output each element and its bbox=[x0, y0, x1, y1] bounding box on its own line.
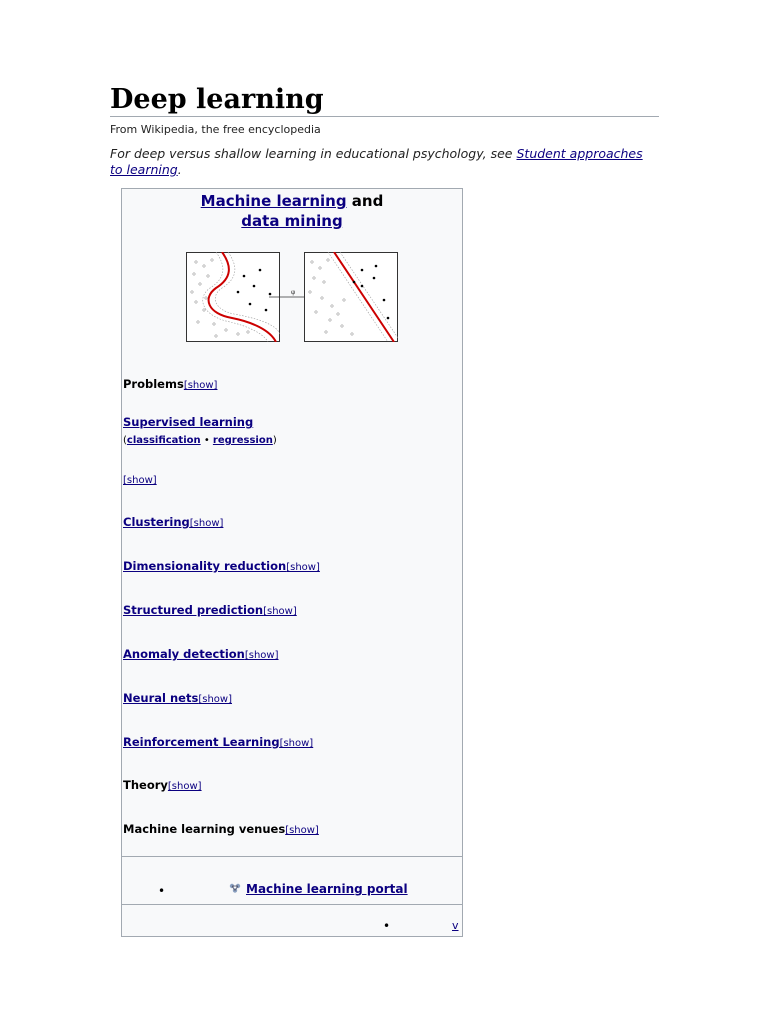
show-neural-button[interactable]: [show] bbox=[198, 694, 232, 705]
section-neural bbox=[123, 691, 232, 707]
show-reinforcement-button[interactable]: [show] bbox=[279, 738, 314, 749]
classification-link[interactable]: classification bbox=[126, 435, 201, 446]
infobox bbox=[121, 188, 463, 937]
machine-learning-link[interactable]: Machine learning bbox=[200, 192, 347, 210]
venues-label: Machine learning venues bbox=[123, 822, 286, 836]
linear-boundary-diagram bbox=[304, 252, 398, 342]
separator: • bbox=[200, 435, 213, 446]
view-template-link[interactable]: v bbox=[452, 919, 459, 932]
infobox-divider-1 bbox=[122, 856, 462, 857]
tagline: From Wikipedia, the free encyclopedia bbox=[110, 123, 321, 136]
show-structured-button[interactable]: [show] bbox=[263, 606, 297, 617]
portal-bullet: • bbox=[158, 884, 166, 898]
infobox-divider-2 bbox=[122, 904, 462, 905]
supervised-subtitle bbox=[123, 434, 277, 447]
show-venues-button[interactable]: [show] bbox=[285, 825, 319, 836]
regression-link[interactable]: regression bbox=[212, 435, 273, 446]
section-problems-label: Problems bbox=[123, 377, 184, 391]
hatnote-suffix: . bbox=[177, 162, 182, 177]
structured-prediction-link[interactable]: Structured prediction bbox=[123, 603, 264, 617]
show-anomaly-button[interactable]: [show] bbox=[244, 650, 279, 661]
clustering-link[interactable]: Clustering bbox=[123, 515, 190, 529]
section-venues bbox=[123, 822, 319, 838]
section-reinforcement bbox=[123, 735, 313, 751]
machine-learning-portal-link[interactable]: Machine learning portal bbox=[246, 882, 408, 896]
neural-nets-link[interactable]: Neural nets bbox=[123, 691, 199, 705]
show-supervised-button[interactable]: [show] bbox=[123, 475, 157, 486]
show-clustering-button[interactable]: [show] bbox=[189, 518, 224, 529]
portal-icon bbox=[228, 882, 242, 894]
portal-row bbox=[228, 882, 408, 896]
show-problems-button[interactable]: [show] bbox=[183, 380, 218, 391]
nonlinear-boundary-diagram bbox=[186, 252, 280, 342]
title-divider bbox=[110, 116, 659, 117]
theory-label: Theory bbox=[123, 778, 168, 792]
navbox-bullet: • bbox=[383, 919, 391, 933]
infobox-title-and: and bbox=[346, 192, 384, 210]
show-dimensionality-button[interactable]: [show] bbox=[286, 562, 320, 573]
paren-open: ( bbox=[123, 435, 127, 446]
section-structured bbox=[123, 603, 297, 619]
show-theory-button[interactable]: [show] bbox=[167, 781, 202, 792]
anomaly-detection-link[interactable]: Anomaly detection bbox=[123, 647, 245, 661]
section-dimensionality bbox=[123, 559, 320, 575]
dimensionality-reduction-link[interactable]: Dimensionality reduction bbox=[123, 559, 287, 573]
hatnote-text: For deep versus shallow learning in educational psychology, see bbox=[110, 146, 517, 161]
page-title: Deep learning bbox=[110, 84, 324, 115]
section-problems bbox=[123, 377, 217, 393]
hatnote-link[interactable]: Student approaches to learning bbox=[110, 146, 643, 177]
section-theory bbox=[123, 778, 202, 794]
infobox-title bbox=[122, 191, 462, 231]
data-mining-link[interactable]: data mining bbox=[241, 212, 343, 230]
section-supervised-show bbox=[123, 472, 157, 488]
hatnote bbox=[110, 146, 655, 178]
reinforcement-learning-link[interactable]: Reinforcement Learning bbox=[123, 735, 280, 749]
section-anomaly bbox=[123, 647, 279, 663]
phi-label: φ bbox=[291, 289, 296, 296]
section-clustering bbox=[123, 515, 223, 531]
supervised-learning-link[interactable]: Supervised learning bbox=[123, 415, 254, 429]
section-supervised bbox=[123, 415, 253, 429]
paren-close: ) bbox=[272, 435, 277, 446]
